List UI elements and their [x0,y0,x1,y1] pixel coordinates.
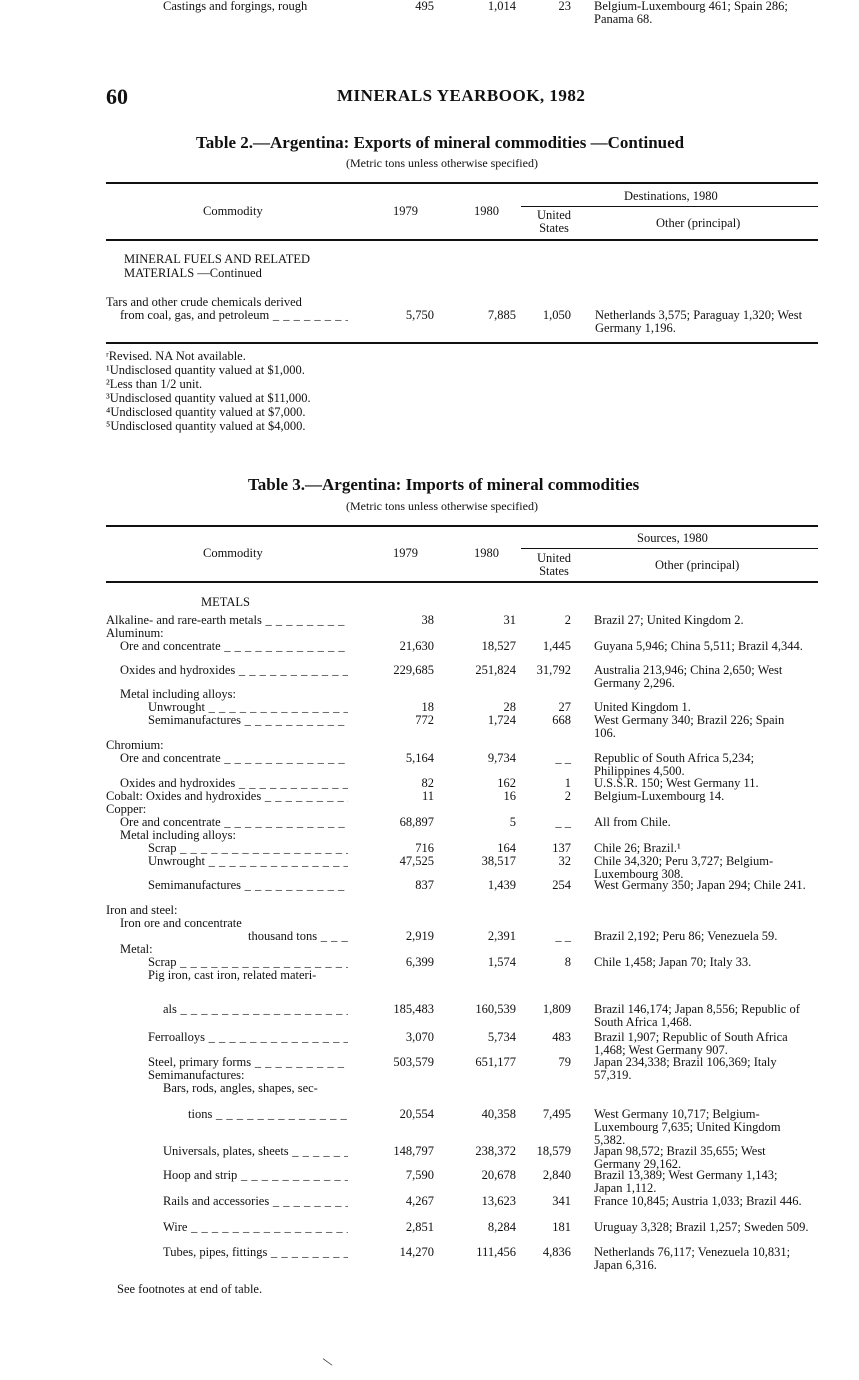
table3-row-1979: 837 [415,878,434,892]
table3-row-1979: 716 [415,841,434,855]
table3-row-other: Uruguay 3,328; Brazil 1,257; Sweden 509. [594,1220,809,1234]
table3-row-1980: 251,824 [475,663,516,677]
table3-row-us: 18,579 [536,1144,571,1158]
table3-row-label: Castings and forgings, rough [163,0,308,13]
table3-row-1980: 111,456 [476,1245,516,1259]
table3-header-sources: Sources, 1980 [637,531,708,545]
table3-row-us: _ _ [555,751,571,765]
table3-row-label: Hoop and strip _ _ _ [163,1169,348,1182]
table3-row-us: 1,809 [542,1002,571,1016]
table3-row-label: Iron and steel: [106,904,178,917]
table3-row-us: 341 [552,1194,571,1208]
table3-row-other: Guyana 5,946; China 5,511; Brazil 4,344. [594,639,803,653]
table2-footnotes [106,349,311,433]
table3-row-label: Metal: [120,943,153,956]
page-number: 60 [106,84,128,109]
table3-row-1979: 7,590 [405,1168,434,1182]
table3-row-1979: 5,164 [405,751,434,765]
table3-section-metals: METALS [201,595,250,609]
table2-section-fuels: MINERAL FUELS AND RELATED MATERIALS —Continued [124,252,310,280]
table3-row-1979: 185,483 [393,1002,434,1016]
table2-subtitle: (Metric tons unless otherwise specified) [346,156,538,170]
table3-row-1979: 148,797 [393,1144,434,1158]
table3-row-label: Semimanufactures _ _ _ [148,714,348,727]
table3-row-label: Wire _ _ _ [163,1221,348,1234]
table3-row-us: 4,836 [542,1245,571,1259]
table3-row-us: 2 [564,789,571,803]
table3-row-us: 31,792 [536,663,571,677]
table3-row-1979: 4,267 [405,1194,434,1208]
table2-header-bottom-rule [106,239,818,241]
table2-row-label-line1: Tars and other crude chemicals derived [106,295,302,309]
table3-row-1980: 2,391 [487,929,516,943]
table3-row-1979: 772 [415,713,434,727]
table3-row-us: _ _ [555,815,571,829]
table3-row-other: Chile 34,320; Peru 3,727; Belgium-Luxembourg 308. [594,854,774,881]
table3-row-other: West Germany 340; Brazil 226; Spain 106. [594,713,785,740]
table3-row-other: United Kingdom 1. [594,700,691,714]
table3-row-label: Steel, primary forms _ _ _ [148,1056,348,1069]
table3-row-us: 137 [552,841,571,855]
table2-row-1979: 5,750 [405,308,434,322]
table3-row-label: Semimanufactures _ _ _ [148,879,348,892]
table3-row-1980: 18,527 [481,639,516,653]
table3-row-other: West Germany 350; Japan 294; Chile 241. [594,878,806,892]
table3-row-us: 2,840 [542,1168,571,1182]
table3-row-label: Chromium: [106,739,164,752]
table2-header-1979: 1979 [393,204,418,218]
table3-row-label: Bars, rods, angles, shapes, sec- [163,1082,318,1095]
table3-top-rule [106,525,818,527]
table3-row-label: Ore and concentrate _ _ _ [120,816,348,829]
table3-row-label: Unwrought _ _ _ [148,701,348,714]
table3-subtitle: (Metric tons unless otherwise specified) [346,499,538,513]
table3-row-1980: 38,517 [481,854,516,868]
table3-row-1980: 8,284 [487,1220,516,1234]
table2-header-other: Other (principal) [656,216,741,230]
table3-row-label: Metal including alloys: [120,829,236,842]
table3-row-us: 8 [564,955,571,969]
table3-row-other: France 10,845; Austria 1,033; Brazil 446. [594,1194,802,1208]
table3-row-1979: 47,525 [399,854,434,868]
table3-row-1980: 5 [509,815,516,829]
table3-row-1980: 162 [497,776,516,790]
table3-row-1980: 31 [503,613,516,627]
table3-header-1979: 1979 [393,546,418,560]
table3-row-label: Universals, plates, sheets _ _ _ [163,1145,348,1158]
table3-row-label: Oxides and hydroxides _ _ _ [120,664,348,677]
table3-row-1979: 503,579 [393,1055,434,1069]
table2-header-1980: 1980 [474,204,499,218]
table3-row-other: U.S.S.R. 150; West Germany 11. [594,776,759,790]
table3-row-us: 7,495 [542,1107,571,1121]
table3-row-label: Metal including alloys: [120,688,236,701]
table3-row-label: Cobalt: Oxides and hydroxides _ _ _ [106,790,348,803]
table3-header-us: United States [536,551,572,578]
table3-row-1979: 68,897 [399,815,434,829]
table3-header-commodity: Commodity [203,546,263,560]
table3-row-label: als _ _ _ [163,1003,348,1016]
table3-sub-rule [521,548,818,549]
table2-header-commodity: Commodity [203,204,263,218]
table3-row-1980: 5,734 [487,1030,516,1044]
table3-row-label: Ore and concentrate _ _ _ [120,640,348,653]
table2-footnote: ⁵Undisclosed quantity valued at $4,000. [106,419,306,433]
table3-row-us: 2 [564,613,571,627]
table3-row-1980: 20,678 [481,1168,516,1182]
table3-row-us: 254 [552,878,571,892]
table3-row-us: 1 [564,776,571,790]
table3-row-us: _ _ [555,929,571,943]
table3-row-label: Semimanufactures: [148,1069,245,1082]
table3-row-label: Unwrought _ _ _ [148,855,348,868]
table3-row-us: 27 [558,700,571,714]
table3-row-1979: 38 [421,613,434,627]
table3-row-label: Pig iron, cast iron, related materi- [148,969,317,982]
table3-row-1980: 16 [503,789,516,803]
table2-title: Table 2.—Argentina: Exports of mineral commodities —Continued [196,133,685,152]
table3-row-label: Ferroalloys _ _ _ [148,1031,348,1044]
table3-row-1980: 651,177 [475,1055,516,1069]
table3-row-1980: 40,358 [481,1107,516,1121]
table3-row-other: Chile 1,458; Japan 70; Italy 33. [594,955,752,969]
table3-row-us: 79 [558,1055,571,1069]
table2-footnote: ⁴Undisclosed quantity valued at $7,000. [106,405,306,419]
table3-row-label: Iron ore and concentrate [120,917,242,930]
table3-row-other: West Germany 10,717; Belgium-Luxembourg 7,635; United Kingdom 5,382. [594,1107,781,1147]
table3-row-other: Brazil 27; United Kingdom 2. [594,613,744,627]
table3-row-other: All from Chile. [594,815,671,829]
table3-row-other: Brazil 1,907; Republic of South Africa 1,468; West Germany 907. [594,1030,788,1057]
table3-row-1980: 1,014 [487,0,516,13]
table3-row-1980: 164 [497,841,516,855]
table3-row-other: Japan 234,338; Brazil 106,369; Italy 57,319. [594,1055,777,1082]
table3-row-1980: 160,539 [475,1002,516,1016]
table3-row-label: Alkaline- and rare-earth metals _ _ _ [106,614,348,627]
table2-footnote: ʳRevised. NA Not available. [106,349,246,363]
table3-row-1979: 2,919 [405,929,434,943]
table3-row-label: Ore and concentrate _ _ _ [120,752,348,765]
table3-row-label: tions _ _ _ [188,1108,348,1121]
table2-row-1980: 7,885 [487,308,516,322]
table3-row-1979: 229,685 [393,663,434,677]
table3-row-1980: 238,372 [475,1144,516,1158]
table3-row-other: Japan 98,572; Brazil 35,655; West Germany 29,162. [594,1144,766,1171]
table2-row-us: 1,050 [542,308,571,322]
table2-footnote: ¹Undisclosed quantity valued at $1,000. [106,363,305,377]
table3-row-us: 23 [558,0,571,13]
table3-row-1979: 18 [421,700,434,714]
table3-row-us: 483 [552,1030,571,1044]
table3-row-label: Copper: [106,803,147,816]
table3-header-other: Other (principal) [655,558,740,572]
table3-footer-note: See footnotes at end of table. [117,1282,263,1296]
table3-row-other: Chile 26; Brazil.¹ [594,841,681,855]
table3-row-1979: 14,270 [399,1245,434,1259]
table3-row-1980: 1,439 [487,878,516,892]
table2-header-destinations: Destinations, 1980 [624,189,718,203]
table3-row-1979: 2,851 [405,1220,434,1234]
table3-row-us: 1,445 [542,639,571,653]
table3-row-other: Republic of South Africa 5,234; Philippines 4,500. [594,751,755,778]
table3-row-us: 181 [552,1220,571,1234]
stray-pen-mark: \ [321,1354,335,1371]
table2-row-other: Netherlands 3,575; Paraguay 1,320; West Germany 1,196. [595,308,803,335]
table3-row-1980: 1,574 [487,955,516,969]
table3-row-label: Scrap _ _ _ [148,956,348,969]
table3-row-label: Oxides and hydroxides _ _ _ [120,777,348,790]
table3-row-other: Brazil 13,389; West Germany 1,143; Japan 1,112. [594,1168,778,1195]
table3-row-1980: 9,734 [487,751,516,765]
table2-bottom-rule [106,342,818,344]
table3-header-1980: 1980 [474,546,499,560]
table3-row-1979: 21,630 [399,639,434,653]
table3-row-other: Brazil 2,192; Peru 86; Venezuela 59. [594,929,778,943]
table3-row-label: Aluminum: [106,627,164,640]
table3-row-1979: 6,399 [405,955,434,969]
table3-row-label: Tubes, pipes, fittings _ _ _ [163,1246,348,1259]
table3-row-1979: 495 [415,0,434,13]
table3-row-other: Brazil 146,174; Japan 8,556; Republic of South Africa 1,468. [594,1002,800,1029]
table3-row-other: Belgium-Luxembourg 14. [594,789,725,803]
table3-row-1979: 3,070 [405,1030,434,1044]
table3-title: Table 3.—Argentina: Imports of mineral commodities [248,475,640,494]
running-title: MINERALS YEARBOOK, 1982 [337,86,586,105]
table3-row-label: Scrap _ _ _ [148,842,348,855]
table3-row-1980: 13,623 [481,1194,516,1208]
table3-row-other: Australia 213,946; China 2,650; West Germany 2,296. [594,663,783,690]
table3-row-1979: 20,554 [399,1107,434,1121]
table3-row-1980: 28 [503,700,516,714]
table3-row-us: 668 [552,713,571,727]
table2-row-label-line2: from coal, gas, and petroleum _ _ _ [120,309,348,322]
table2-sub-rule [521,206,818,207]
table3-row-other: Belgium-Luxembourg 461; Spain 286; Panama 68. [594,0,788,26]
table3-row-label: Rails and accessories _ _ _ [163,1195,348,1208]
table2-footnote: ²Less than 1/2 unit. [106,377,203,391]
table3-row-other: Netherlands 76,117; Venezuela 10,831; Japan 6,316. [594,1245,791,1272]
table3-row-label: thousand tons _ _ _ [248,930,348,943]
table2-top-rule [106,182,818,184]
table2-footnote: ³Undisclosed quantity valued at $11,000. [106,391,311,405]
table2-header-us: United States [536,208,572,235]
table3-row-1979: 82 [421,776,434,790]
table3-row-1979: 11 [421,789,434,803]
table3-row-us: 32 [558,854,571,868]
table3-row-1980: 1,724 [487,713,516,727]
table3-header-bottom-rule [106,581,818,583]
